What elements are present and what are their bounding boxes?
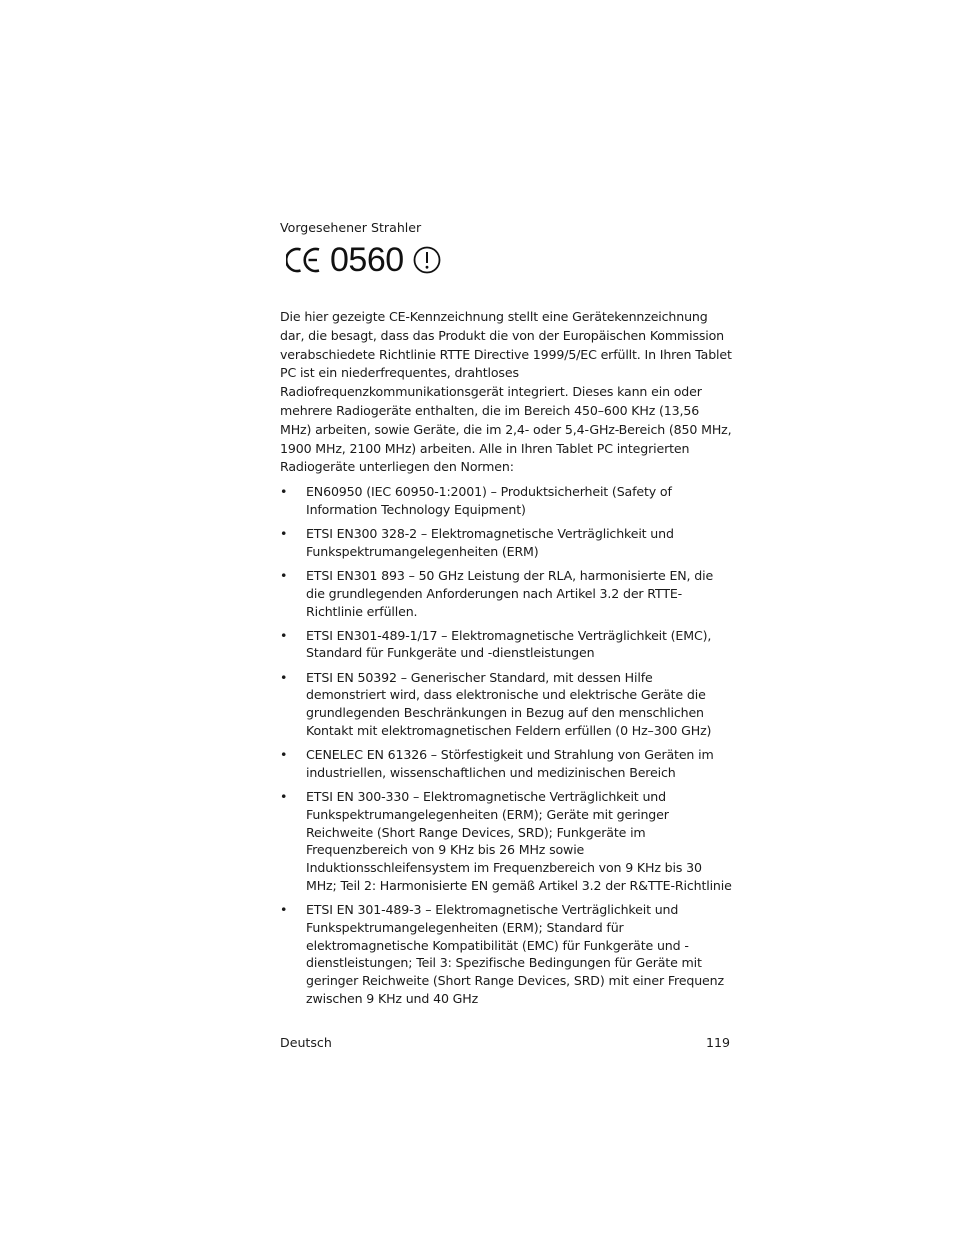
bullet-icon: • bbox=[280, 567, 288, 583]
list-item bbox=[280, 627, 732, 663]
page-content bbox=[280, 219, 732, 1014]
bullet-icon: • bbox=[280, 788, 288, 804]
list-item-text: ETSI EN301-489-1/17 – Elektromagnetische Verträglichkeit (EMC), Standard für Funkgeräte und -dienstleistungen bbox=[306, 627, 712, 661]
bullet-icon: • bbox=[280, 484, 288, 500]
bullet-icon: • bbox=[280, 669, 288, 685]
list-item-text: ETSI EN 301-489-3 – Elektromagnetische Verträglichkeit und Funkspektrumangelegenheiten (ERM); Standard für elektromagnetische Kompatibilität (EMC) für Funkgeräte und -dienstleistungen; Teil 3: Spezifische Bedingungen für Geräte mit geringer Reichweite (Short Range Devices, SRD) mit einer Frequenz zwischen 9 KHz und 40 GHz bbox=[306, 901, 724, 1006]
ce-mark-icon bbox=[286, 245, 324, 275]
list-item-text: EN60950 (IEC 60950-1:2001) – Produktsicherheit (Safety of Information Technology Equipment) bbox=[306, 484, 672, 517]
standards-list bbox=[280, 483, 732, 1008]
list-item bbox=[280, 746, 732, 782]
list-item bbox=[280, 669, 732, 740]
bullet-icon: • bbox=[280, 747, 288, 763]
bullet-icon: • bbox=[280, 526, 288, 542]
intro-paragraph: Die hier gezeigte CE-Kennzeichnung stellt eine Gerätekennzeichnung dar, die besagt, dass das Produkt die von der Europäischen Kommission verabschiedete Richtlinie RTTE Directive 1999/5/EC erfüllt. In Ihren Tablet PC ist ein niederfrequentes, drahtloses Radiofrequenzkommunikationsgerät integriert. Dieses kann ein oder mehrere Radiogeräte enthalten, die im Bereich 450–600 KHz (13,56 MHz) arbeiten, sowie Geräte, die im 2,4- oder 5,4-GHz-Bereich (850 MHz, 1900 MHz, 2100 MHz) arbeiten. Alle in Ihren Tablet PC integrierten Radiogeräte unterliegen den Normen: bbox=[280, 309, 732, 475]
ce-marking bbox=[286, 241, 732, 279]
section-label: Vorgesehener Strahler bbox=[280, 220, 422, 235]
list-item bbox=[280, 901, 732, 1008]
page-footer bbox=[280, 1034, 730, 1052]
exclamation-circle-icon bbox=[412, 245, 442, 275]
list-item-text: ETSI EN301 893 – 50 GHz Leistung der RLA, harmonisierte EN, die die grundlegenden Anforderungen nach Artikel 3.2 der RTTE-Richtlinie erfüllen. bbox=[306, 567, 714, 619]
page-number: 119 bbox=[705, 1035, 730, 1050]
list-item-text: ETSI EN 50392 – Generischer Standard, mit dessen Hilfe demonstriert wird, dass elektronische und elektrische Geräte die grundlegenden Beschränkungen in Bezug auf den menschlichen Kontakt mit elektromagnetischen Feldern erfüllen (0 Hz–300 GHz) bbox=[306, 669, 712, 738]
footer-language: Deutsch bbox=[280, 1035, 332, 1050]
list-item bbox=[280, 525, 732, 561]
list-item bbox=[280, 567, 732, 620]
list-item-text: ETSI EN 300-330 – Elektromagnetische Verträglichkeit und Funkspektrumangelegenheiten (ERM); Geräte mit geringer Reichweite (Short Range Devices, SRD); Funkgeräte im Frequenzbereich von 9 KHz bis 26 MHz sowie Induktionsschleifensystem im Frequenzbereich von 9 KHz bis 30 MHz; Teil 2: Harmonisierte EN gemäß Artikel 3.2 der R&TTE-Richtlinie bbox=[306, 788, 732, 893]
list-item-text: CENELEC EN 61326 – Störfestigkeit und Strahlung von Geräten im industriellen, wissenschaftlichen und medizinischen Bereich bbox=[306, 747, 714, 780]
list-item-text: ETSI EN300 328-2 – Elektromagnetische Verträglichkeit und Funkspektrumangelegenheiten (ERM) bbox=[306, 526, 674, 559]
list-item bbox=[280, 788, 732, 895]
bullet-icon: • bbox=[280, 901, 288, 917]
bullet-icon: • bbox=[280, 627, 288, 643]
notified-body-number: 0560 bbox=[330, 241, 404, 279]
list-item bbox=[280, 483, 732, 519]
